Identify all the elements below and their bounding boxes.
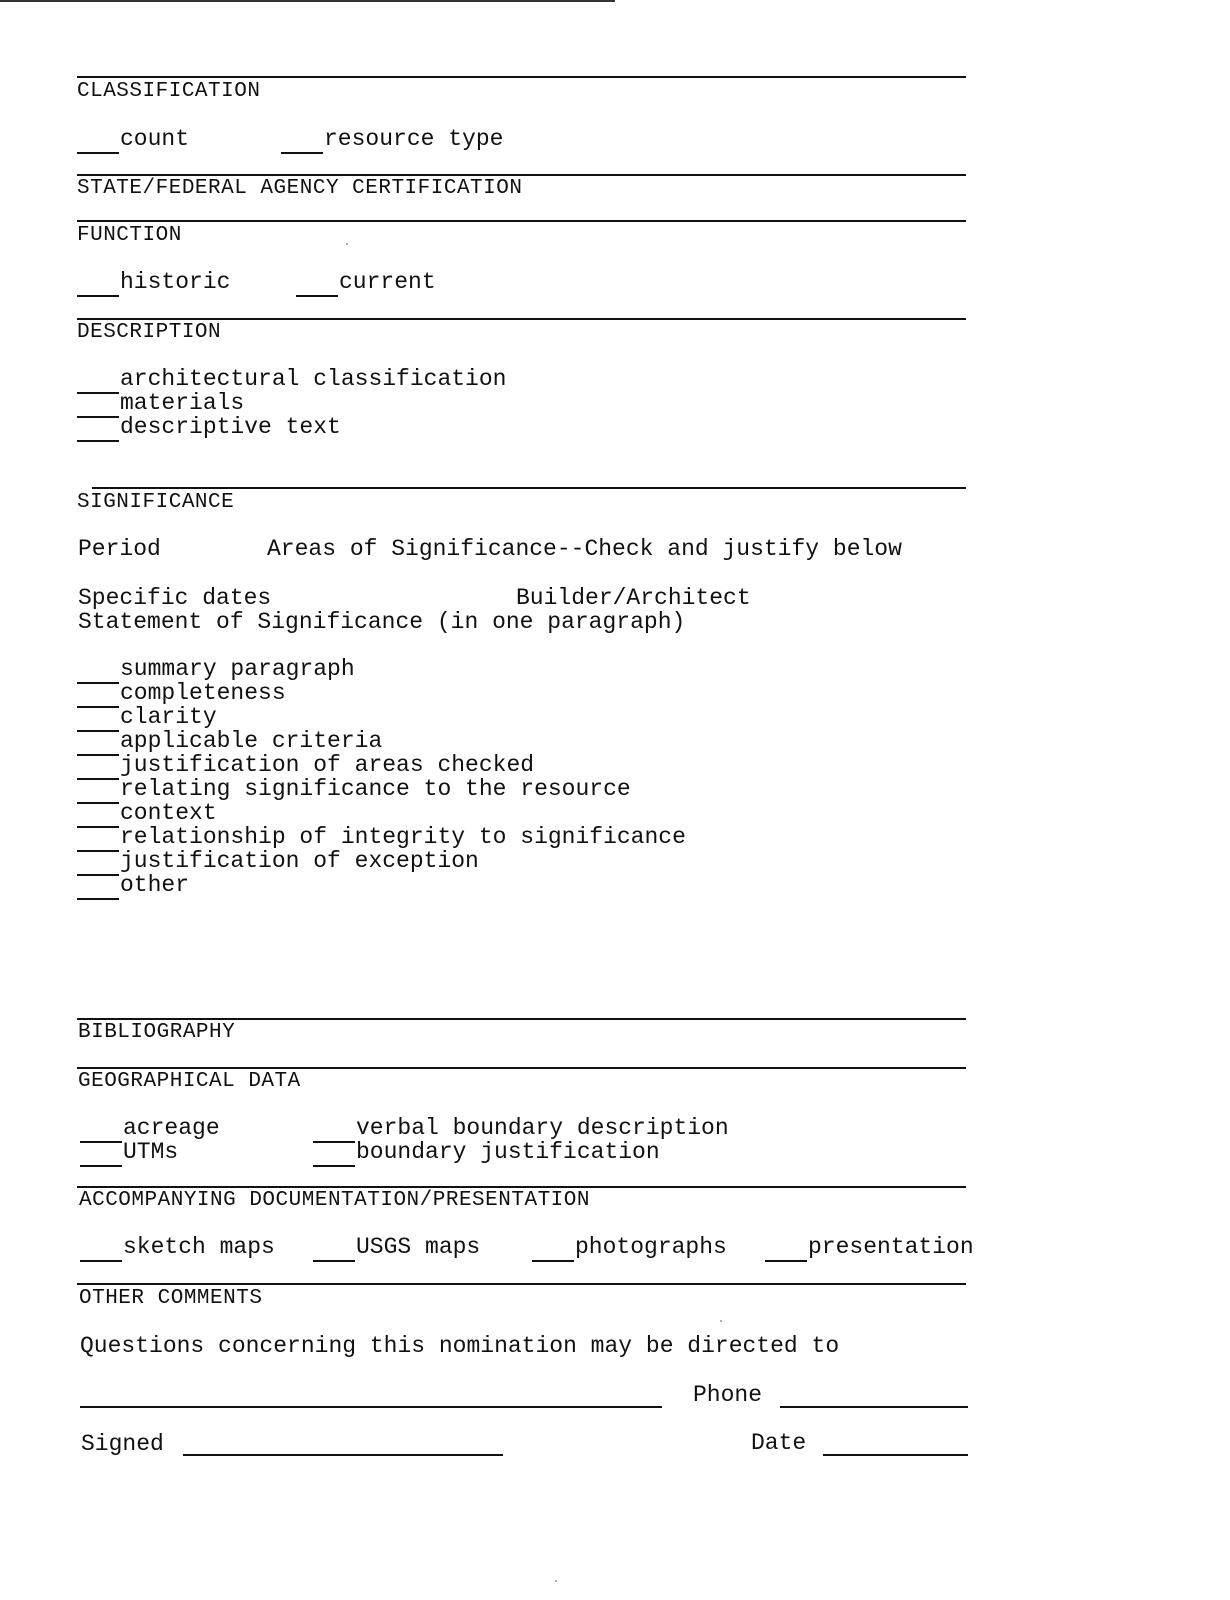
classification-count-label: count [120,126,190,152]
documentation-presentation-label: presentation [808,1234,974,1260]
description-materials-label: materials [120,390,245,416]
significance-exception-checkbox[interactable] [77,850,119,876]
function-current-checkbox[interactable] [296,271,338,297]
significance-period-label: Period [78,536,161,562]
documentation-presentation-checkbox[interactable] [765,1236,807,1262]
description-descriptive-text-checkbox[interactable] [77,416,119,442]
significance-context-checkbox[interactable] [77,802,119,828]
description-heading: DESCRIPTION [77,321,222,344]
significance-builder-label: Builder/Architect [516,585,751,611]
phone-label: Phone [693,1382,763,1408]
documentation-usgs-maps-label: USGS maps [356,1234,481,1260]
classification-resource-type-label: resource type [324,126,504,152]
classification-heading: CLASSIFICATION [77,80,261,103]
significance-heading: SIGNIFICANCE [77,491,235,514]
section-divider [77,174,966,176]
significance-summary-paragraph-checkbox[interactable] [77,658,119,684]
classification-resource-type-checkbox[interactable] [281,128,323,154]
significance-item-label: applicable criteria [120,728,383,754]
date-line[interactable] [823,1454,968,1456]
function-heading: FUNCTION [77,224,182,247]
questions-text: Questions concerning this nomination may be directed to [80,1333,840,1359]
significance-item-label: justification of exception [120,848,479,874]
section-divider [77,1067,966,1069]
geographical-boundary-justification-checkbox[interactable] [313,1141,355,1167]
geographical-heading: GEOGRAPHICAL DATA [78,1070,301,1093]
geographical-verbal-boundary-checkbox[interactable] [313,1117,355,1143]
significance-item-label: clarity [120,704,217,730]
description-architectural-classification-checkbox[interactable] [77,368,119,394]
geographical-utms-label: UTMs [123,1139,179,1165]
documentation-photographs-label: photographs [575,1234,727,1260]
description-architectural-classification-label: architectural classification [120,366,507,392]
geographical-acreage-label: acreage [123,1115,220,1141]
classification-count-checkbox[interactable] [77,128,119,154]
other-comments-heading: OTHER COMMENTS [79,1287,263,1310]
contact-name-line[interactable] [80,1406,662,1408]
scan-edge-line [0,0,615,2]
section-divider [92,487,966,489]
significance-areas-label: Areas of Significance--Check and justify below [267,536,902,562]
scan-speck [720,1320,722,1322]
significance-item-label: justification of areas checked [120,752,535,778]
bibliography-heading: BIBLIOGRAPHY [78,1021,236,1044]
scan-speck [555,1580,557,1582]
section-divider [77,1283,966,1285]
phone-line[interactable] [780,1406,968,1408]
function-current-label: current [339,269,436,295]
significance-dates-label: Specific dates [78,585,272,611]
section-divider [77,1018,966,1020]
significance-applicable-criteria-checkbox[interactable] [77,730,119,756]
significance-item-label: relationship of integrity to significance [120,824,686,850]
scan-speck [346,243,348,245]
significance-relating-checkbox[interactable] [77,778,119,804]
significance-integrity-checkbox[interactable] [77,826,119,852]
geographical-boundary-justification-label: boundary justification [356,1139,660,1165]
description-descriptive-text-label: descriptive text [120,414,341,440]
documentation-sketch-maps-checkbox[interactable] [80,1236,122,1262]
geographical-acreage-checkbox[interactable] [80,1117,122,1143]
description-materials-checkbox[interactable] [77,392,119,418]
significance-item-label: other [120,872,190,898]
significance-clarity-checkbox[interactable] [77,706,119,732]
section-divider [77,76,966,78]
signed-label: Signed [81,1431,164,1457]
geographical-utms-checkbox[interactable] [80,1141,122,1167]
documentation-usgs-maps-checkbox[interactable] [313,1236,355,1262]
documentation-photographs-checkbox[interactable] [532,1236,574,1262]
section-divider [77,318,966,320]
documentation-heading: ACCOMPANYING DOCUMENTATION/PRESENTATION [79,1189,590,1212]
date-label: Date [751,1430,807,1456]
significance-justification-areas-checkbox[interactable] [77,754,119,780]
significance-item-label: completeness [120,680,286,706]
significance-other-checkbox[interactable] [77,874,119,900]
section-divider [77,1186,966,1188]
significance-statement-label: Statement of Significance (in one paragraph) [78,609,686,635]
signature-line[interactable] [183,1454,503,1456]
documentation-sketch-maps-label: sketch maps [123,1234,275,1260]
certification-heading: STATE/FEDERAL AGENCY CERTIFICATION [77,177,523,200]
function-historic-checkbox[interactable] [77,271,119,297]
section-divider [77,220,966,222]
significance-item-label: summary paragraph [120,656,355,682]
significance-item-label: relating significance to the resource [120,776,631,802]
geographical-verbal-boundary-label: verbal boundary description [356,1115,729,1141]
significance-completeness-checkbox[interactable] [77,682,119,708]
function-historic-label: historic [120,269,231,295]
significance-item-label: context [120,800,217,826]
